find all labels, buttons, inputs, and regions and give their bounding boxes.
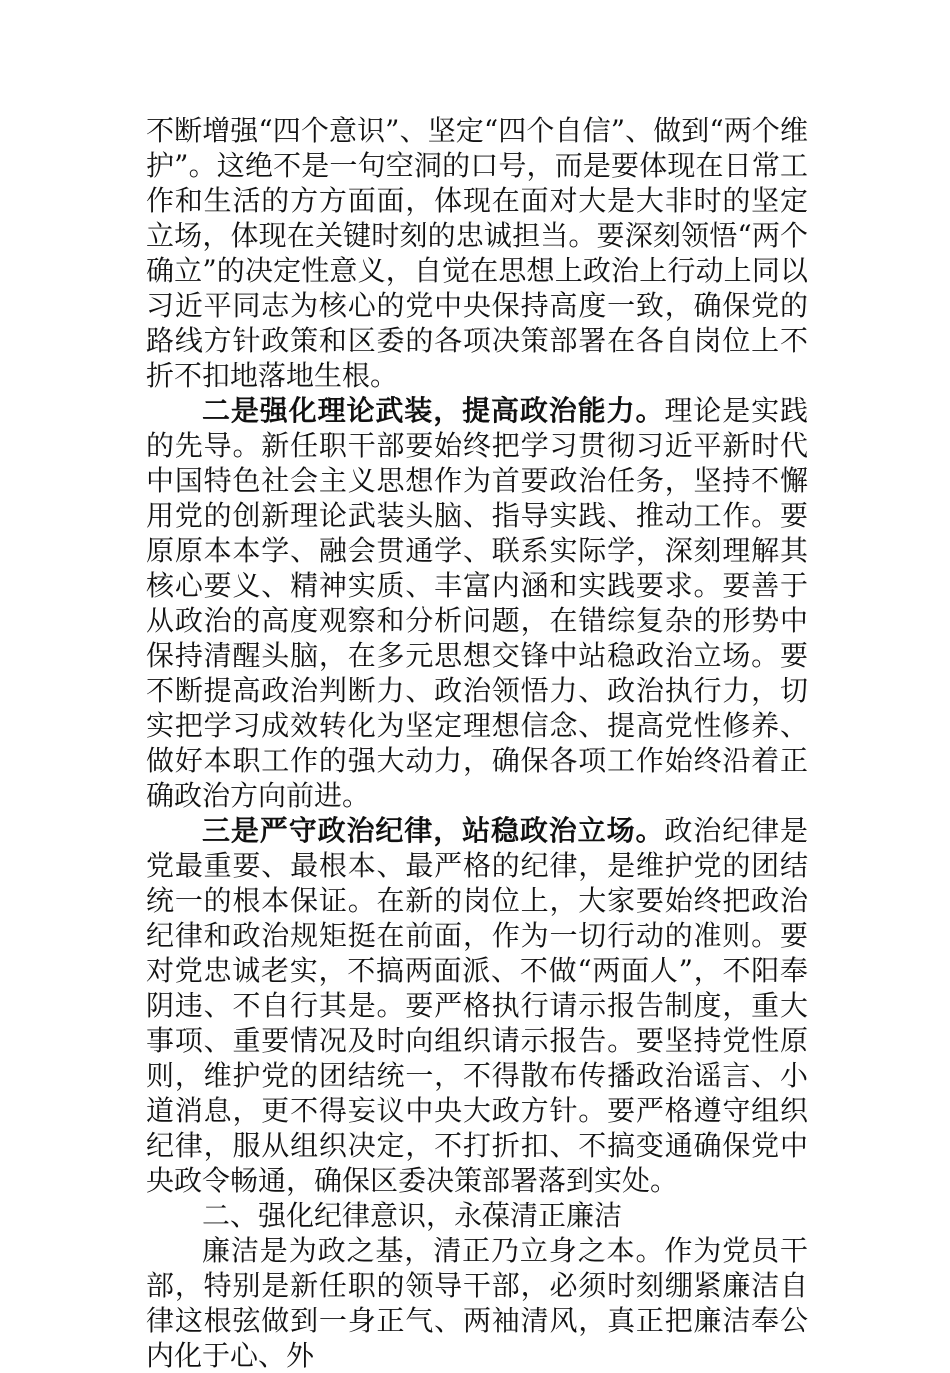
point-2-body: 理论是实践的先导。新任职干部要始终把学习贯彻习近平新时代中国特色社会主义思想作为首要政治任务，坚持不懈用党的创新理论武装头脑、指导实践、推动工作。要原原本本学、融会贯通学、联系实际学，深刻理解其核心要义、精神实质、丰富内涵和实践要求。要善于从政治的高度观察和分析问题，在错综复杂的形势中保持清醒头脑，在多元思想交锋中站稳政治立场。要不断提高政治判断力、政治领悟力、政治执行力，切实把学习成效转化为坚定理想信念、提高党性修养、做好本职工作的强大动力，确保各项工作始终沿着正确政治方向前进。 [146,394,808,812]
point-3-lead: 三是严守政治纪律，站稳政治立场。 [202,814,665,847]
paragraph-continuation: 不断增强“四个意识”、坚定“四个自信”、做到“两个维护”。这绝不是一句空洞的口号，而是要体现在日常工作和生活的方方面面，体现在面对大是大非时的坚定立场，体现在关键时刻的忠诚担当。要深刻领悟“两个确立”的决定性意义，自觉在思想上政治上行动上同以习近平同志为核心的党中央保持高度一致，确保党的路线方针政策和区委的各项决策部署在各自岗位上不折不扣地落地生根。 [146,114,808,392]
section-heading: 二、强化纪律意识，永葆清正廉洁 [202,1199,623,1232]
paragraph-integrity: 廉洁是为政之基，清正乃立身之本。作为党员干部，特别是新任职的领导干部，必须时刻绷紧廉洁自律这根弦做到一身正气、两袖清风，真正把廉洁奉公内化于心、外 [146,1234,808,1372]
paragraph-point-2 [146,393,808,813]
document-body [146,113,808,1373]
point-3-body: 政治纪律是党最重要、最根本、最严格的纪律，是维护党的团结统一的根本保证。在新的岗位上，大家要始终把政治纪律和政治规矩挺在前面，作为一切行动的准则。要对党忠诚老实，不搞两面派、不做“两面人”，不阳奉阴违、不自行其是。要严格执行请示报告制度，重大事项、重要情况及时向组织请示报告。要坚持党性原则，维护党的团结统一，不得散布传播政治谣言、小道消息，更不得妄议中央大政方针。要严格遵守组织纪律，服从组织决定，不打折扣、不搞变通确保党中央政令畅通，确保区委决策部署落到实处。 [146,814,808,1197]
point-2-lead: 二是强化理论武装，提高政治能力。 [202,394,665,427]
paragraph-point-3 [146,813,808,1198]
